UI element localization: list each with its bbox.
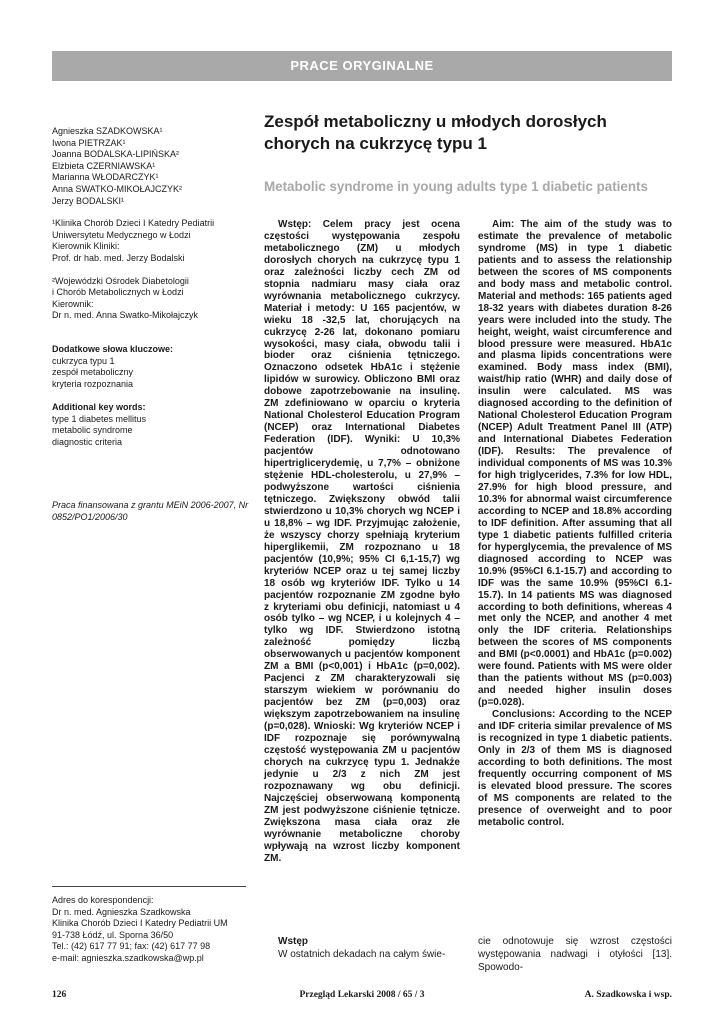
author: Anna SWATKO-MIKOŁAJCZYK²	[52, 183, 183, 194]
affiliation-1	[52, 218, 252, 264]
affiliation-line: Kierownik:	[52, 298, 94, 309]
abstract-text: Aim: The aim of the study was to estimate the prevalence of metabolic syndrome (MS) in type 1 diabetic patients and to assess the relationship between the scores of MS components and body mass and metabolic control. Material and methods: 165 patients aged 18-32 years with diabetes duration 8-26 years were included into the study. The height, weight, waist circumference and blood pressure were measured. HbA1c and plasma lipids concentrations were examined. Body mass index (BMI), waist/hip ratio (WHR) and daily dose of insulin were calculated. MS was diagnosed according to the definition of National Cholesterol Education Program (NCEP) Adult Treatment Panel III (ATP) and International Diabetes Federation (IDF). Results: The prevalence of individual components of MS was 10.3% for high triglycerides, 7.3% for low HDL, 27.9% for high blood pressure, and 10.3% for abnormal waist circumference according to NCEP and 18.8% according to IDF definition. After assuming that all type 1 diabetic patients fulfilled criteria for hyperglycemia, the prevalence of MS diagnosed according to NCEP was 10.9% (95%CI 6.1-15.7) and according to IDF was the same 10.9% (95%CI 6.1-15.7). In 14 patients MS was diagnosed according to both definitions, whereas 4 met only the NCEP, and another 4 met only the IDF criteria. Relationships between the scores of MS components and BMI (p<0.0001) and HbA1c (p=0.002) were found. Patients with MS were older than the patients without MS (p=0.003) and needed higher insulin doses (p=0.028).	[478, 219, 672, 709]
correspondence-email: e-mail: agnieszka.szadkowska@wp.pl	[52, 952, 204, 963]
keyword: zespół metaboliczny	[52, 367, 134, 378]
journal-citation: Przegląd Lekarski 2008 / 65 / 3	[299, 990, 425, 1000]
introduction-left	[264, 935, 460, 961]
article-title-polish: Zespół metaboliczny u młodych dorosłych chorych na cukrzycę typu 1	[264, 112, 607, 153]
body-text: W ostatnich dekadach na całym świe-	[278, 949, 446, 960]
affiliation-2	[52, 276, 252, 322]
affiliation-head: Dr n. med. Anna Swatko-Mikołajczyk	[52, 310, 199, 321]
keywords-pl	[52, 344, 252, 390]
body-text: cie odnotowuje się wzrost częstości występowania nadwagi i otyłości [13]. Spowodo-	[478, 936, 672, 973]
abstract-polish	[264, 219, 460, 864]
correspondence-line: 91-738 Łódź, ul. Sporna 36/50	[52, 929, 174, 940]
correspondence-line: Klinika Chorób Dzieci I Katedry Pediatrii UM	[52, 918, 228, 929]
running-author: A. Szadkowska i wsp.	[584, 990, 672, 1000]
author-list	[52, 126, 252, 207]
keyword: metabolic syndrome	[52, 425, 133, 436]
introduction-right	[478, 935, 672, 974]
correspondence-line: Dr n. med. Agnieszka Szadkowska	[52, 906, 191, 917]
author: Marianna WŁODARCZYK¹	[52, 172, 159, 183]
correspondence-address	[52, 886, 246, 965]
author: Jerzy BODALSKI¹	[52, 195, 125, 206]
author: Iwona PIETRZAK¹	[52, 137, 126, 148]
author: Agnieszka SZADKOWSKA¹	[52, 126, 163, 136]
keyword: diagnostic criteria	[52, 437, 123, 448]
affiliation-line: Kierownik Kliniki:	[52, 241, 120, 252]
article-title-english: Metabolic syndrome in young adults type 1 diabetic patients	[264, 179, 648, 194]
abstract-text: Wstęp: Celem pracy jest ocena częstości występowania zespołu metabolicznego (ZM) u młodych dorosłych chorych na cukrzycę typu 1 oraz zależności liczby cech ZM od stopnia nadmiaru masy ciała oraz wyrównania metabolicznego cukrzycy. Materiał i metody: U 165 pacjentów, w wieku 18 -32,5 lat, chorujących na cukrzycę 2-26 lat, dokonano pomiaru wysokości, masy ciała, obwodu talii i bioder oraz ciśnienia tętniczego. Oznaczono odsetek HbA1c i stężenie lipidów w surowicy. Obliczono BMI oraz dobowe zapotrzebowanie na insulinę. ZM zdefiniowano w oparciu o kryteria National Cholesterol Education Program (NCEP) oraz International Diabetes Federation (IDF). Wyniki: U 10,3% pacjentów odnotowano hipertriglicerydemię, u 7,7% – obniżone stężenie HDL-cholesterolu, u 27,9% – podwyższone wartości ciśnienia tętniczego. Zwiększony obwód talii stwierdzono u 10,3% chorych wg NCEP i u 18,8% – wg IDF. Przyjmując założenie, że wszyscy chorzy spełniają kryterium hiperglikemii, ZM rozpoznano u 18 pacjentów (10,9%; 95% CI 6,1-15,7) wg kryteriów NCEP oraz u tej samej liczby 18 osób wg kryteriów IDF. Tylko u 14 pacjentów rozpoznanie ZM zgodne było z kryteriami obu definicji, natomiast u 4 osób tylko – wg NCEP, i u kolejnych 4 – tylko wg IDF. Stwierdzono istotną zależność pomiędzy liczbą obserwowanych u pacjentów komponent ZM a BMI (p<0,001) i HbA1c (p=0,002). Pacjenci z ZM charakteryzowali się starszym wiekiem w porównaniu do pacjentów bez ZM (p=0,003) oraz większym zapotrzebowaniem na insulinę (p=0,028). Wnioski: Wg kryteriów NCEP i IDF rozpoznaje się porównywalną częstość występowania ZM u pacjentów chorych na cukrzycę typu 1. Jednakże jedynie u 2/3 z nich ZM jest rozpoznawany wg obu definicji. Najczęściej obserwowaną komponentą ZM jest podwyższone ciśnienie tętnicze. Zwiększona masa ciała oraz złe wyrównanie metaboliczne choroby wpływają na wzrost liczby komponent ZM.	[264, 219, 460, 864]
affiliation-line: ²Wojewódzki Ośrodek Diabetologii	[52, 275, 189, 286]
section-banner: PRACE ORYGINALNE	[52, 51, 672, 81]
affiliation-head: Prof. dr hab. med. Jerzy Bodalski	[52, 252, 185, 263]
correspondence-line: Tel.: (42) 617 77 91; fax: (42) 617 77 98	[52, 941, 211, 952]
keywords-title: Dodatkowe słowa kluczowe:	[52, 343, 174, 354]
abstract-english	[478, 219, 672, 829]
correspondence-line: Adres do korespondencji:	[52, 895, 154, 905]
keyword: cukrzyca typu 1	[52, 355, 115, 366]
section-heading: Wstęp	[278, 936, 308, 947]
funding-note: Praca finansowana z grantu MEiN 2006-2007, Nr 0852/PO1/2006/30	[52, 500, 249, 522]
abstract-conclusions: Conclusions: According to the NCEP and IDF criteria similar prevalence of MS is recognized in type 1 diabetic patients. Only in 2/3 of them MS is diagnosed according to both definitions. The most frequently occurring component of MS is elevated blood pressure. The scores of MS components are related to the presence of overweight and to poor metabolic control.	[478, 709, 672, 828]
affiliation-line: ¹Klinika Chorób Dzieci I Katedry Pediatrii	[52, 218, 215, 229]
page-number: 126	[52, 990, 67, 1000]
keyword: kryteria rozpoznania	[52, 378, 134, 389]
author: Elżbieta CZERNIAWSKA¹	[52, 160, 156, 171]
affiliation-line: i Chorób Metabolicznych w Łodzi	[52, 287, 184, 298]
page-footer	[52, 990, 672, 1004]
keyword: type 1 diabetes mellitus	[52, 413, 147, 424]
keywords-title: Additional key words:	[52, 402, 146, 413]
keywords-en	[52, 402, 252, 448]
sidebar	[52, 126, 252, 522]
author: Joanna BODALSKA-LIPIŃSKA²	[52, 149, 180, 160]
affiliation-line: Uniwersytetu Medycznego w Łodzi	[52, 229, 191, 240]
